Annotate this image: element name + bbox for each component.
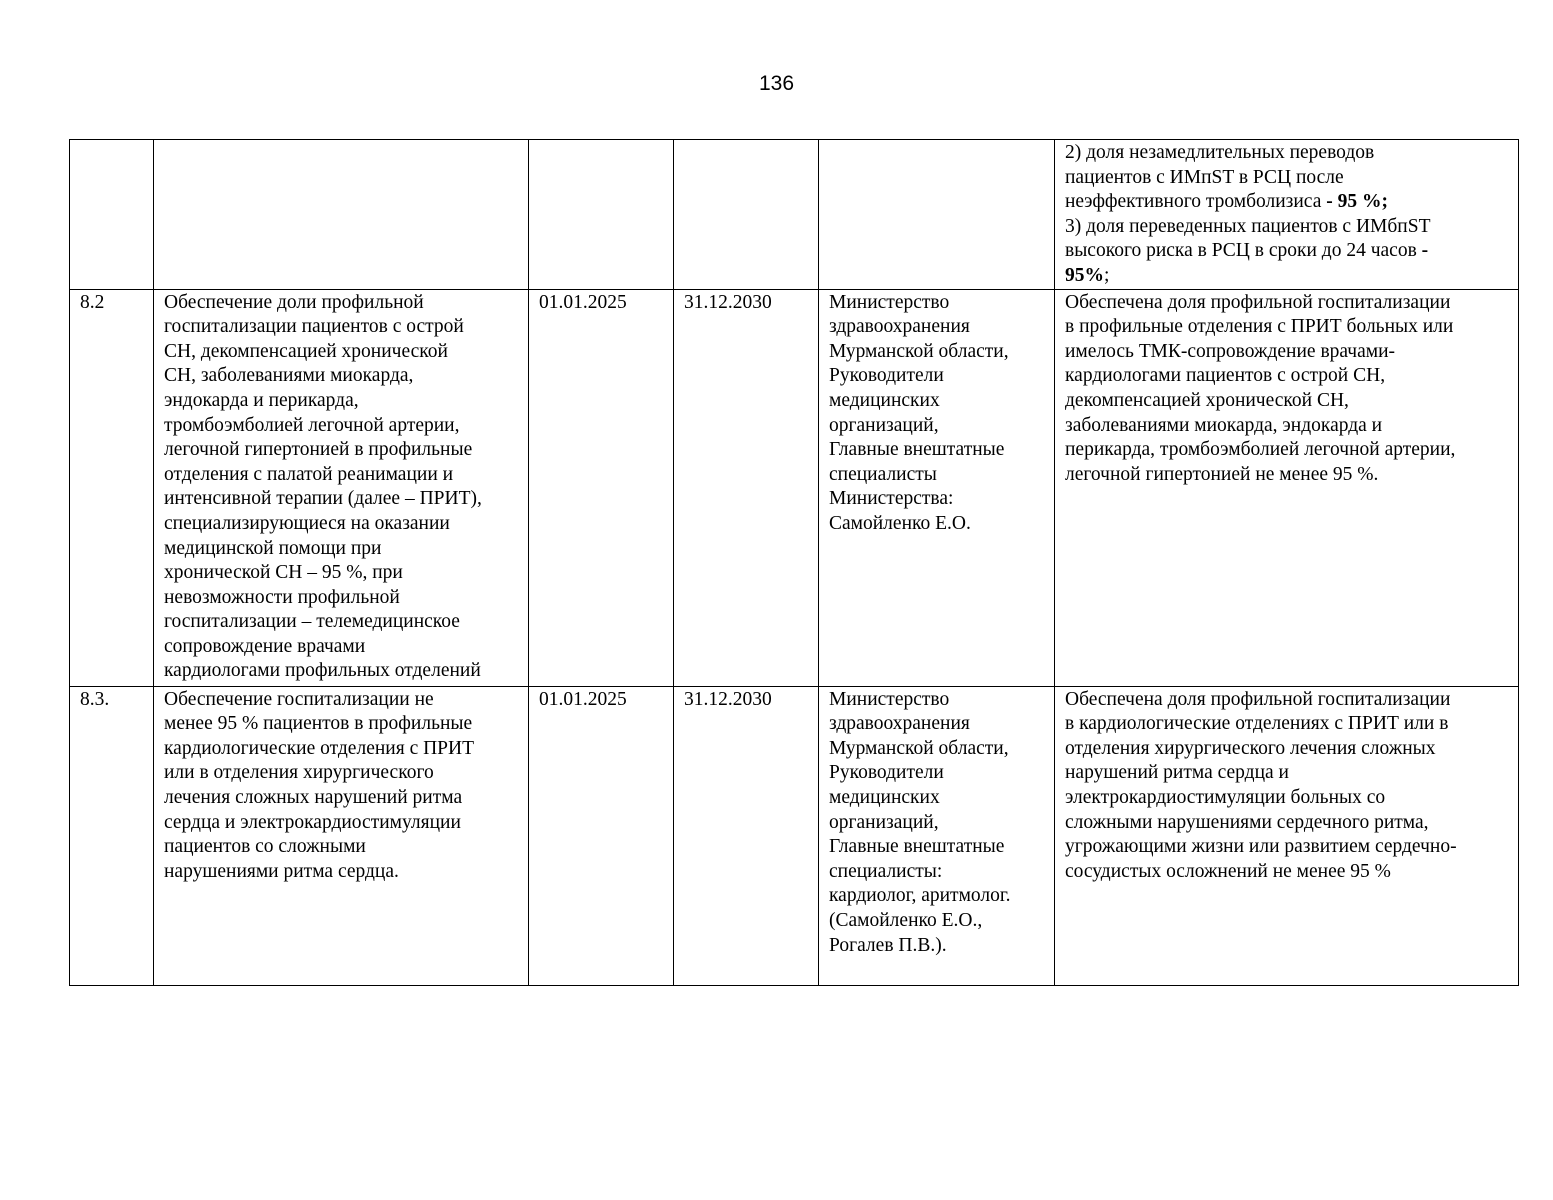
responsible-cell xyxy=(819,289,1055,686)
text-line: эндокарда и перикарда, xyxy=(164,389,359,411)
text-line: отделения с палатой реанимации и xyxy=(164,463,454,485)
text-line: медицинских xyxy=(829,786,940,808)
task-text xyxy=(164,291,524,685)
page-number: 136 xyxy=(758,72,795,95)
text-line: Рогалев П.В.). xyxy=(829,934,947,956)
text-line: сосудистых осложнений не менее 95 % xyxy=(1065,860,1391,882)
text-line xyxy=(1065,141,1514,166)
text-line: перикарда, тромбоэмболией легочной артерии, xyxy=(1065,439,1456,461)
text-line: лечения сложных нарушений ритма xyxy=(164,786,463,808)
text-line: заболеваниями миокарда, эндокарда и xyxy=(1065,414,1383,436)
responsible-cell xyxy=(819,140,1055,290)
text-line: легочной гипертонией не менее 95 %. xyxy=(1065,463,1379,485)
table-row xyxy=(70,289,1519,686)
text-line xyxy=(1065,190,1514,215)
text-line: менее 95 % пациентов в профильные xyxy=(164,713,473,735)
text-run: неэффективного тромболизиса xyxy=(1065,191,1327,213)
text-line: Обеспечена доля профильной госпитализации xyxy=(1065,688,1451,710)
text-line: хронической СН – 95 %, при xyxy=(164,562,403,584)
result-cell xyxy=(1055,140,1519,290)
text-line: (Самойленко Е.О., xyxy=(829,909,983,931)
text-line: сложными нарушениями сердечного ритма, xyxy=(1065,811,1429,833)
text-line: кардиологические отделения с ПРИТ xyxy=(164,737,475,759)
text-line: специализирующиеся на оказании xyxy=(164,512,450,534)
text-line: кардиологами профильных отделений xyxy=(164,660,481,682)
text-line: СН, заболеваниями миокарда, xyxy=(164,365,414,387)
text-line: декомпенсацией хронической СН, xyxy=(1065,389,1349,411)
task-cell xyxy=(154,289,529,686)
text-line: Руководители xyxy=(829,762,944,784)
start-date-cell: 01.01.2025 xyxy=(529,686,674,985)
text-line xyxy=(1065,215,1514,240)
text-line: Мурманской области, xyxy=(829,737,1009,759)
task-text xyxy=(164,688,524,885)
table-row xyxy=(70,686,1519,985)
text-line: кардиологами пациентов с острой СН, xyxy=(1065,365,1386,387)
text-line: организаций, xyxy=(829,414,939,436)
text-line: нарушений ритма сердца и xyxy=(1065,762,1289,784)
result-cell xyxy=(1055,289,1519,686)
text-line: организаций, xyxy=(829,811,939,833)
text-line: пациентов со сложными xyxy=(164,836,366,858)
number-cell xyxy=(70,140,154,290)
text-line: специалисты: xyxy=(829,860,943,882)
end-date-cell: 31.12.2030 xyxy=(674,686,819,985)
task-cell xyxy=(154,686,529,985)
text-line: Министерство xyxy=(829,688,950,710)
text-line: медицинской помощи при xyxy=(164,537,382,559)
number-cell: 8.3. xyxy=(70,686,154,985)
text-run: ; xyxy=(1104,264,1110,286)
text-line: кардиолог, аритмолог. xyxy=(829,885,1011,907)
bold-text-run: - 95 %; xyxy=(1326,191,1388,213)
text-run: пациентов с ИМпST в РСЦ после xyxy=(1065,166,1344,188)
text-line: здравоохранения xyxy=(829,713,970,735)
text-line: легочной гипертонией в профильные xyxy=(164,439,473,461)
text-line xyxy=(1065,166,1514,191)
text-line xyxy=(1065,264,1514,289)
responsible-text xyxy=(829,291,1050,537)
text-line: медицинских xyxy=(829,389,940,411)
text-line: отделения хирургического лечения сложных xyxy=(1065,737,1436,759)
text-line: госпитализации пациентов с острой xyxy=(164,316,464,338)
text-run: 2) доля незамедлительных переводов xyxy=(1065,142,1375,163)
text-line: электрокардиостимуляции больных со xyxy=(1065,786,1386,808)
bold-text-run: - xyxy=(1421,240,1429,262)
table-row-continuation xyxy=(70,140,1519,290)
bold-text-run: 95% xyxy=(1065,264,1104,286)
text-line: Обеспечение доли профильной xyxy=(164,291,424,313)
text-line: Руководители xyxy=(829,365,944,387)
text-line: Главные внештатные xyxy=(829,836,1005,858)
text-line xyxy=(1065,239,1514,264)
text-line: СН, декомпенсацией хронической xyxy=(164,340,448,362)
text-line: Министерство xyxy=(829,291,950,313)
responsible-cell xyxy=(819,686,1055,985)
text-line: в профильные отделения с ПРИТ больных или xyxy=(1065,316,1454,338)
continuation-result-text xyxy=(1065,141,1514,289)
task-cell xyxy=(154,140,529,290)
result-cell xyxy=(1055,686,1519,985)
text-line: тромбоэмболией легочной артерии, xyxy=(164,414,460,436)
text-run: высокого риска в РСЦ в сроки до 24 часов xyxy=(1065,240,1422,262)
text-line: Самойленко Е.О. xyxy=(829,512,971,534)
text-run: 3) доля переведенных пациентов с ИМбпST xyxy=(1065,215,1431,237)
text-line: Главные внештатные xyxy=(829,439,1005,461)
text-line: госпитализации – телемедицинское xyxy=(164,611,460,633)
start-date-cell: 01.01.2025 xyxy=(529,289,674,686)
responsible-text xyxy=(829,688,1050,959)
text-line: Мурманской области, xyxy=(829,340,1009,362)
number-cell: 8.2 xyxy=(70,289,154,686)
text-line: угрожающими жизни или развитием сердечно- xyxy=(1065,836,1457,858)
text-line: Обеспечение госпитализации не xyxy=(164,688,434,710)
result-text xyxy=(1065,688,1514,885)
text-line: невозможности профильной xyxy=(164,586,400,608)
text-line: интенсивной терапии (далее – ПРИТ), xyxy=(164,488,482,510)
text-line: сопровождение врачами xyxy=(164,635,366,657)
text-line: сердца и электрокардиостимуляции xyxy=(164,811,461,833)
text-line: Министерства: xyxy=(829,488,954,510)
text-line: Обеспечена доля профильной госпитализации xyxy=(1065,291,1451,313)
text-line: здравоохранения xyxy=(829,316,970,338)
text-line: или в отделения хирургического xyxy=(164,762,434,784)
start-date-cell xyxy=(529,140,674,290)
measures-table xyxy=(69,139,1519,986)
text-line: специалисты xyxy=(829,463,937,485)
text-line: имелось ТМК-сопровождение врачами- xyxy=(1065,340,1396,362)
end-date-cell: 31.12.2030 xyxy=(674,289,819,686)
text-line: нарушениями ритма сердца. xyxy=(164,860,399,882)
result-text xyxy=(1065,291,1514,488)
text-line: в кардиологические отделениях с ПРИТ или в xyxy=(1065,713,1449,735)
end-date-cell xyxy=(674,140,819,290)
